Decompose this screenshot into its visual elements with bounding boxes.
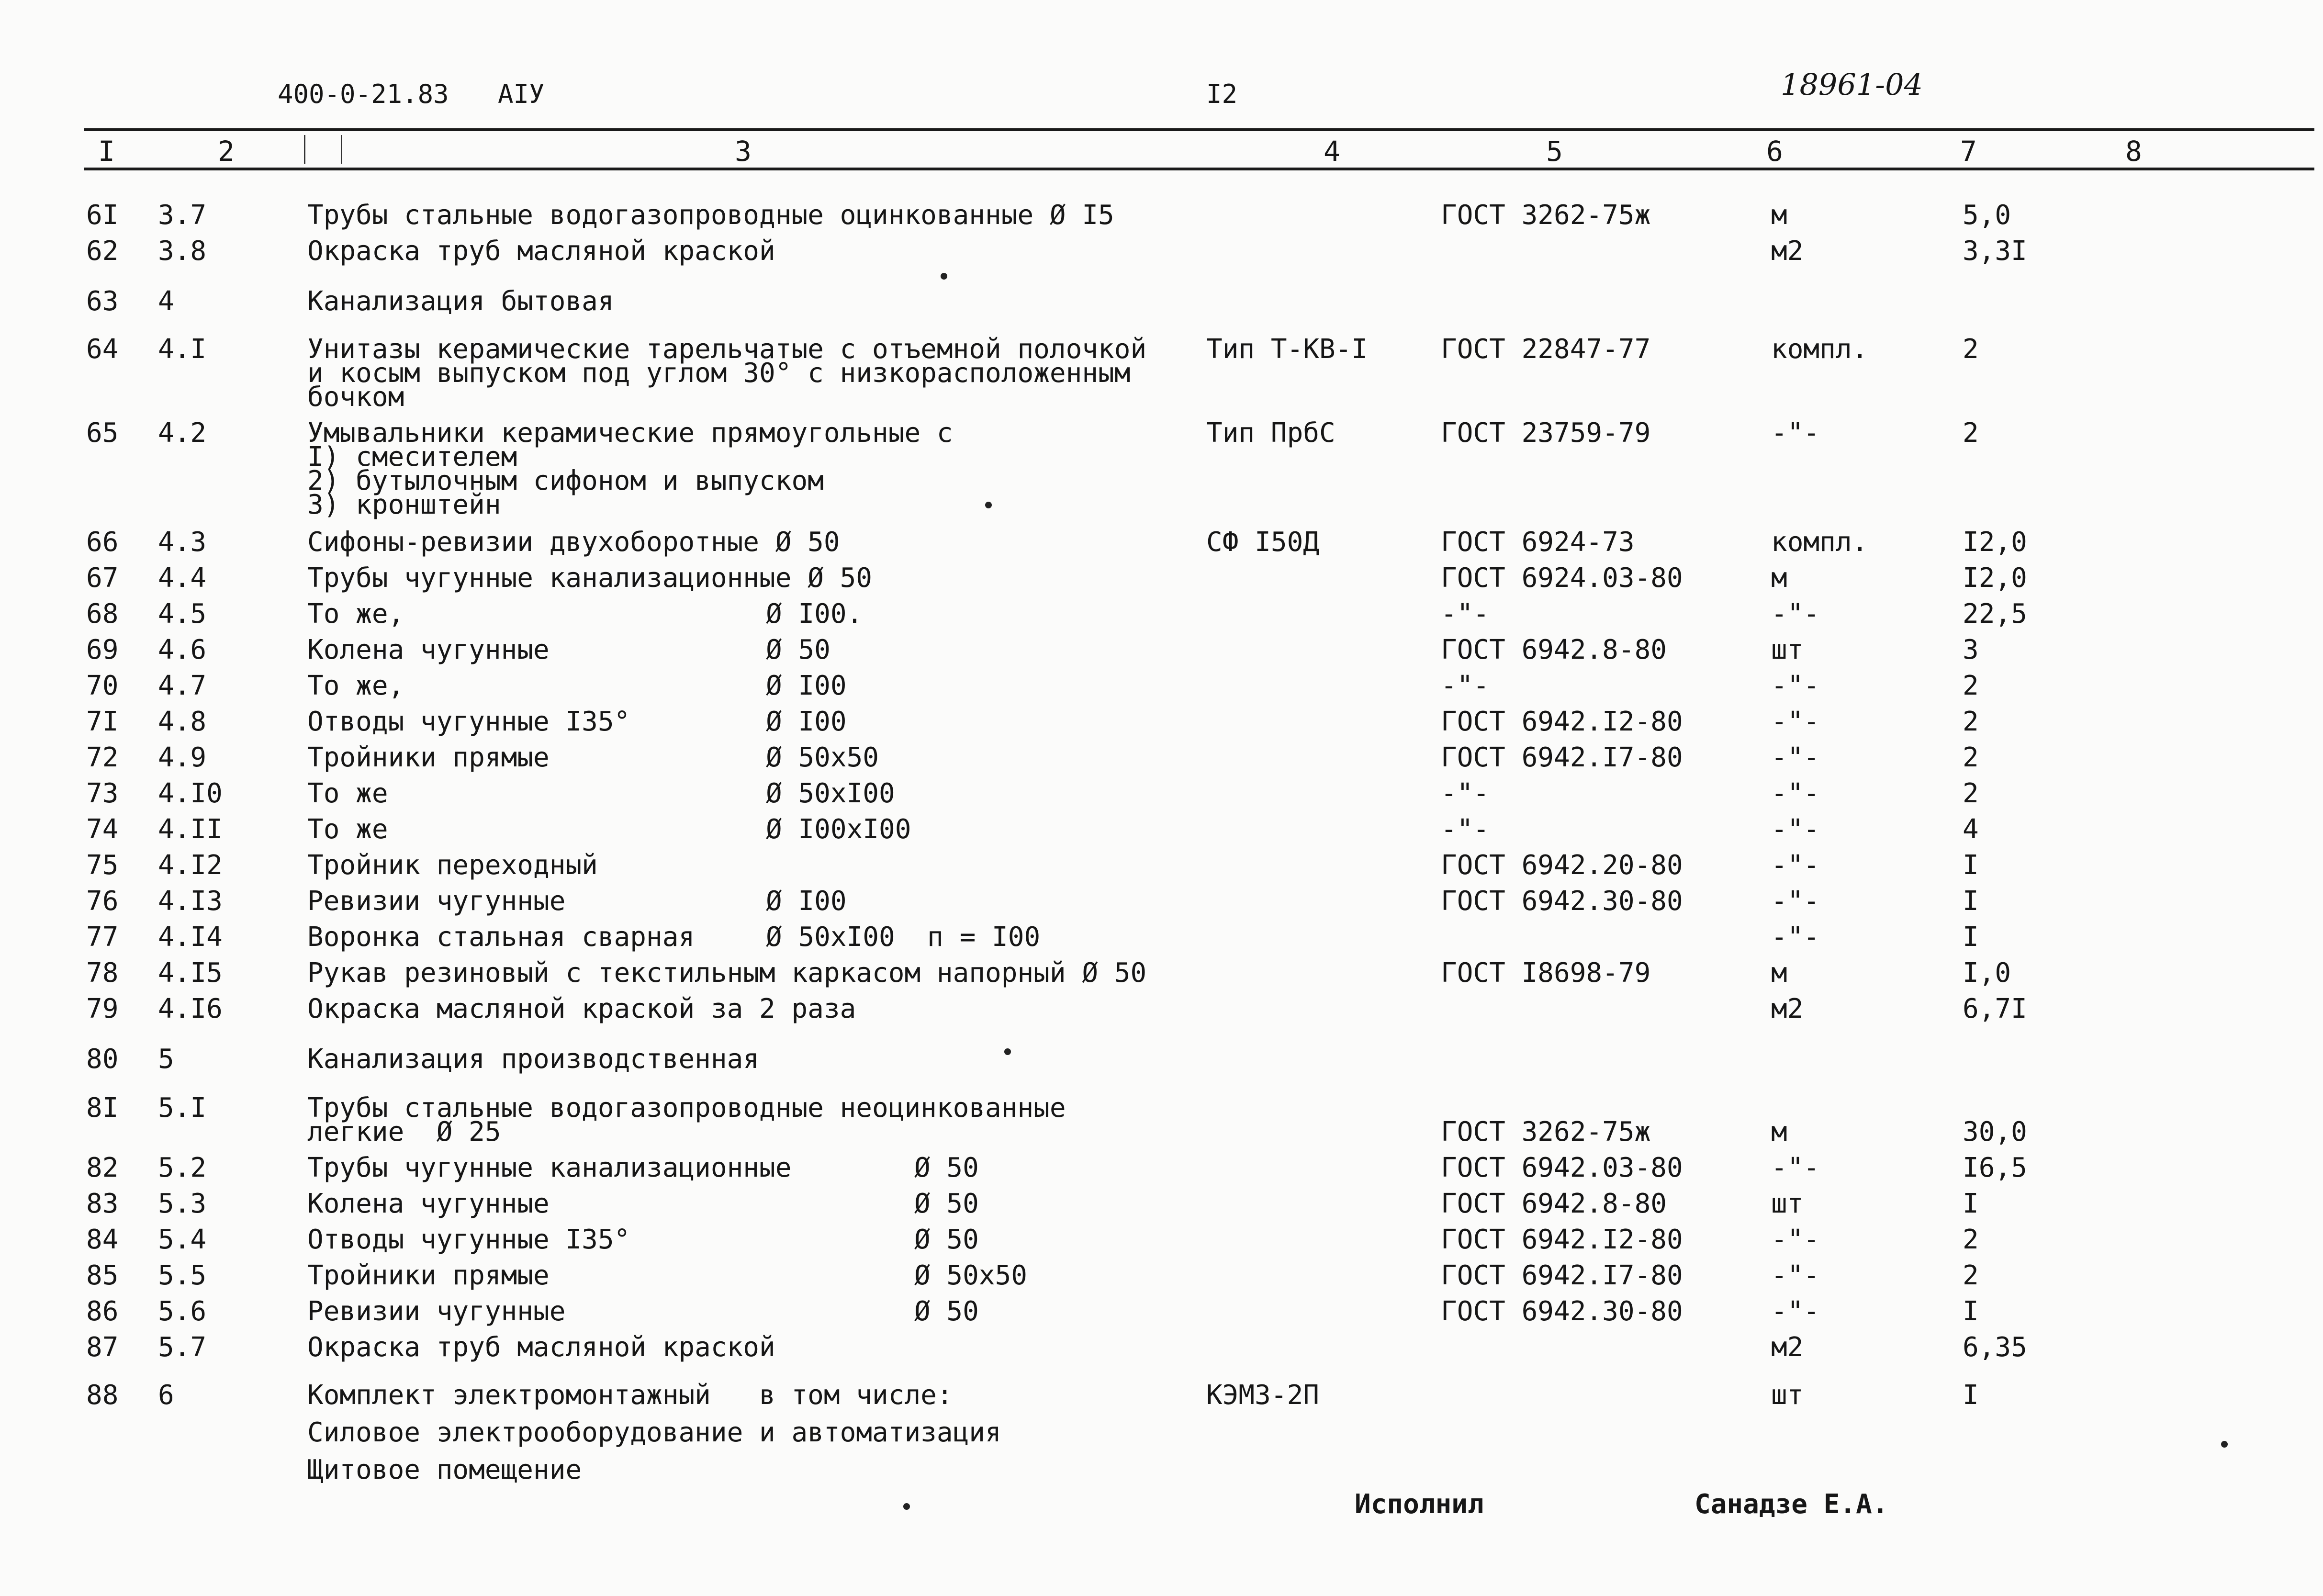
quantity: 2 xyxy=(1963,778,1979,809)
item-dimension: Ø I00. xyxy=(766,598,863,629)
row-number: 6I xyxy=(86,200,119,231)
column-header-8: 8 xyxy=(2125,135,2142,168)
row-number: 77 xyxy=(86,922,119,953)
row-number: 85 xyxy=(86,1260,119,1291)
standard: ГОСТ 23759-79 xyxy=(1441,417,1651,449)
standard: -"- xyxy=(1441,598,1490,629)
standard: ГОСТ I8698-79 xyxy=(1441,957,1651,989)
quantity: I xyxy=(1963,922,1979,953)
position-number: 4.II xyxy=(158,814,223,845)
position-number: 4.7 xyxy=(158,670,207,701)
unit: -"- xyxy=(1771,850,1820,881)
scan-speck xyxy=(985,502,992,508)
scan-speck xyxy=(903,1503,910,1510)
item-name: Отводы чугунные I35° xyxy=(307,1224,630,1255)
item-name: Воронка стальная сварная xyxy=(307,922,695,953)
quantity: 2 xyxy=(1963,417,1979,449)
column-header-4: 4 xyxy=(1324,135,1340,168)
unit: -"- xyxy=(1771,1260,1820,1291)
standard: ГОСТ 6942.03-80 xyxy=(1441,1152,1683,1183)
standard: ГОСТ 6942.I2-80 xyxy=(1441,1224,1683,1255)
quantity: 6,7I xyxy=(1963,993,2027,1024)
item-name: Трубы стальные водогазопроводные неоцинкованные легкие Ø 25 xyxy=(307,1092,1066,1147)
item-dimension: Ø 50 xyxy=(766,634,830,665)
position-number: 3.8 xyxy=(158,236,207,267)
unit: шт xyxy=(1771,1188,1804,1219)
item-type: КЭМЗ-2П xyxy=(1206,1380,1320,1411)
item-name: То же xyxy=(307,778,388,809)
page-number: I2 xyxy=(1206,79,1238,109)
row-number: 76 xyxy=(86,886,119,917)
position-number: 5.5 xyxy=(158,1260,207,1291)
scan-speck xyxy=(1004,1048,1011,1055)
row-number: 84 xyxy=(86,1224,119,1255)
standard: ГОСТ 6942.I7-80 xyxy=(1441,1260,1683,1291)
quantity: 2 xyxy=(1963,706,1979,737)
row-number: 86 xyxy=(86,1296,119,1327)
position-number: 4.I3 xyxy=(158,886,223,917)
quantity: 6,35 xyxy=(1963,1332,2027,1363)
item-name: Колена чугунные xyxy=(307,1188,550,1219)
quantity: 2 xyxy=(1963,1224,1979,1255)
standard: ГОСТ 6924-73 xyxy=(1441,527,1635,558)
unit: м2 xyxy=(1771,1332,1804,1363)
item-dimension: Ø I00 xyxy=(766,670,847,701)
unit: компл. xyxy=(1771,334,1868,365)
unit: м xyxy=(1771,957,1787,989)
unit: м2 xyxy=(1771,993,1804,1024)
item-name: Отводы чугунные I35° xyxy=(307,706,630,737)
item-name: Унитазы керамические тарельчатые с отъемной полочкой и косым выпуском под углом 30° с низкорасположенным бочком xyxy=(307,334,1147,413)
row-number: 87 xyxy=(86,1332,119,1363)
position-number: 4.3 xyxy=(158,527,207,558)
row-number: 73 xyxy=(86,778,119,809)
position-number: 5.4 xyxy=(158,1224,207,1255)
position-number: 4.8 xyxy=(158,706,207,737)
scan-speck xyxy=(941,273,947,280)
quantity: 5,0 xyxy=(1963,200,2011,231)
row-number: 74 xyxy=(86,814,119,845)
column-header-1: I xyxy=(98,135,115,168)
quantity: 2 xyxy=(1963,670,1979,701)
item-dimension: Ø 50 xyxy=(914,1224,979,1255)
unit: м xyxy=(1771,562,1787,594)
unit: -"- xyxy=(1771,706,1820,737)
quantity: 3 xyxy=(1963,634,1979,665)
handwritten-registration-number: 18961-04 xyxy=(1781,67,1923,102)
executor-label: Исполнил xyxy=(1355,1489,1484,1520)
item-dimension: Ø 50хI00 xyxy=(766,778,895,809)
position-number: 4 xyxy=(158,286,174,317)
item-dimension: Ø 50хI00 п = I00 xyxy=(766,922,1041,953)
standard: ГОСТ 6942.30-80 xyxy=(1441,1296,1683,1327)
unit: м2 xyxy=(1771,236,1804,267)
standard: ГОСТ 3262-75ж xyxy=(1441,1116,1651,1147)
row-number: 62 xyxy=(86,236,119,267)
item-name: Комплект электромонтажный в том числе: xyxy=(307,1380,953,1411)
executor-name: Санадзе Е.А. xyxy=(1695,1489,1888,1520)
unit: шт xyxy=(1771,1380,1804,1411)
quantity: I6,5 xyxy=(1963,1152,2027,1183)
position-number: 5.6 xyxy=(158,1296,207,1327)
row-number: 65 xyxy=(86,417,119,449)
standard: ГОСТ 22847-77 xyxy=(1441,334,1651,365)
quantity: 2 xyxy=(1963,742,1979,773)
position-number: 6 xyxy=(158,1380,174,1411)
quantity: I,0 xyxy=(1963,957,2011,989)
quantity: I xyxy=(1963,850,1979,881)
item-dimension: Ø I00 xyxy=(766,886,847,917)
standard: -"- xyxy=(1441,814,1490,845)
quantity: I xyxy=(1963,1296,1979,1327)
item-name: Колена чугунные xyxy=(307,634,550,665)
row-number: 64 xyxy=(86,334,119,365)
row-number: 80 xyxy=(86,1044,119,1075)
unit: -"- xyxy=(1771,922,1820,953)
position-number: 4.I4 xyxy=(158,922,223,953)
quantity: 3,3I xyxy=(1963,236,2027,267)
position-number: 5.I xyxy=(158,1092,207,1124)
row-number: 67 xyxy=(86,562,119,594)
item-dimension: Ø I00хI00 xyxy=(766,814,911,845)
item-name: Рукав резиновый с текстильным каркасом напорный Ø 50 xyxy=(307,957,1147,989)
position-number: 4.I xyxy=(158,334,207,365)
quantity: I2,0 xyxy=(1963,527,2027,558)
standard: ГОСТ 6942.I7-80 xyxy=(1441,742,1683,773)
section-heading: Канализация производственная xyxy=(307,1044,760,1075)
unit: -"- xyxy=(1771,417,1820,449)
album-code: АIУ xyxy=(498,79,545,109)
item-dimension: Ø 50 xyxy=(914,1152,979,1183)
quantity: 22,5 xyxy=(1963,598,2027,629)
item-type: Тип ПрбС xyxy=(1206,417,1335,449)
unit: -"- xyxy=(1771,670,1820,701)
column-header-3: 3 xyxy=(735,135,752,168)
unit: -"- xyxy=(1771,598,1820,629)
row-number: 69 xyxy=(86,634,119,665)
row-number: 8I xyxy=(86,1092,119,1124)
row-number: 88 xyxy=(86,1380,119,1411)
position-number: 4.2 xyxy=(158,417,207,449)
item-name: Ревизии чугунные xyxy=(307,886,566,917)
item-name: Окраска масляной краской за 2 раза xyxy=(307,993,856,1024)
item-name: Тройники прямые xyxy=(307,1260,550,1291)
unit: -"- xyxy=(1771,1296,1820,1327)
item-name: Умывальники керамические прямоугольные с I) смесителем 2) бутылочным сифоном и выпуском 3) кронштейн xyxy=(307,417,953,520)
column-header-6: 6 xyxy=(1766,135,1783,168)
quantity: 4 xyxy=(1963,814,1979,845)
unit: м xyxy=(1771,1116,1787,1147)
row-number: 68 xyxy=(86,598,119,629)
standard: ГОСТ 6942.30-80 xyxy=(1441,886,1683,917)
position-number: 4.I5 xyxy=(158,957,223,989)
standard: ГОСТ 3262-75ж xyxy=(1441,200,1651,231)
row-number: 83 xyxy=(86,1188,119,1219)
item-type: Тип Т-КВ-I xyxy=(1206,334,1368,365)
item-name: Трубы чугунные канализационные xyxy=(307,1152,792,1183)
row-number: 72 xyxy=(86,742,119,773)
item-name: Сифоны-ревизии двухоборотные Ø 50 xyxy=(307,527,840,558)
item-name: То же xyxy=(307,814,388,845)
row-number: 70 xyxy=(86,670,119,701)
row-number: 75 xyxy=(86,850,119,881)
item-name: Трубы стальные водогазопроводные оцинкованные Ø I5 xyxy=(307,200,1114,231)
position-number: 3.7 xyxy=(158,200,207,231)
document-code: 400-0-21.83 xyxy=(278,79,449,109)
quantity: 2 xyxy=(1963,1260,1979,1291)
item-name: То же, xyxy=(307,598,404,629)
position-number: 4.6 xyxy=(158,634,207,665)
quantity: I2,0 xyxy=(1963,562,2027,594)
item-dimension: Ø 50 xyxy=(914,1296,979,1327)
unit: м xyxy=(1771,200,1787,231)
item-type: СФ I50Д xyxy=(1206,527,1320,558)
position-number: 5.7 xyxy=(158,1332,207,1363)
standard: ГОСТ 6942.8-80 xyxy=(1441,1188,1667,1219)
unit: -"- xyxy=(1771,742,1820,773)
standard: ГОСТ 6942.20-80 xyxy=(1441,850,1683,881)
quantity: 30,0 xyxy=(1963,1116,2027,1147)
standard: ГОСТ 6924.03-80 xyxy=(1441,562,1683,594)
row-number: 79 xyxy=(86,993,119,1024)
quantity: I xyxy=(1963,1188,1979,1219)
position-number: 4.9 xyxy=(158,742,207,773)
item-name: Силовое электрооборудование и автоматизация xyxy=(307,1417,1001,1448)
item-name: Щитовое помещение xyxy=(307,1454,582,1485)
item-dimension: Ø 50х50 xyxy=(914,1260,1028,1291)
row-number: 7I xyxy=(86,706,119,737)
column-header-2: 2 xyxy=(218,135,235,168)
position-number: 5.2 xyxy=(158,1152,207,1183)
item-name: Тройники прямые xyxy=(307,742,550,773)
unit: шт xyxy=(1771,634,1804,665)
standard: -"- xyxy=(1441,670,1490,701)
unit: -"- xyxy=(1771,886,1820,917)
column-header-7: 7 xyxy=(1960,135,1977,168)
column-header-5: 5 xyxy=(1546,135,1563,168)
row-number: 63 xyxy=(86,286,119,317)
quantity: I xyxy=(1963,886,1979,917)
item-dimension: Ø 50 xyxy=(914,1188,979,1219)
item-name: То же, xyxy=(307,670,404,701)
section-heading: Канализация бытовая xyxy=(307,286,614,317)
position-number: 4.4 xyxy=(158,562,207,594)
item-dimension: Ø I00 xyxy=(766,706,847,737)
unit: -"- xyxy=(1771,1152,1820,1183)
position-number: 4.I6 xyxy=(158,993,223,1024)
row-number: 66 xyxy=(86,527,119,558)
position-number: 5 xyxy=(158,1044,174,1075)
standard: ГОСТ 6942.8-80 xyxy=(1441,634,1667,665)
position-number: 5.3 xyxy=(158,1188,207,1219)
standard: ГОСТ 6942.I2-80 xyxy=(1441,706,1683,737)
position-number: 4.I0 xyxy=(158,778,223,809)
position-number: 4.I2 xyxy=(158,850,223,881)
standard: -"- xyxy=(1441,778,1490,809)
unit: -"- xyxy=(1771,778,1820,809)
quantity: 2 xyxy=(1963,334,1979,365)
scan-speck xyxy=(2221,1441,2228,1448)
position-number: 4.5 xyxy=(158,598,207,629)
item-name: Ревизии чугунные xyxy=(307,1296,566,1327)
unit: -"- xyxy=(1771,1224,1820,1255)
item-name: Трубы чугунные канализационные Ø 50 xyxy=(307,562,873,594)
item-name: Окраска труб масляной краской xyxy=(307,236,775,267)
item-name: Тройник переходный xyxy=(307,850,598,881)
quantity: I xyxy=(1963,1380,1979,1411)
item-dimension: Ø 50х50 xyxy=(766,742,879,773)
item-name: Окраска труб масляной краской xyxy=(307,1332,775,1363)
unit: -"- xyxy=(1771,814,1820,845)
unit: компл. xyxy=(1771,527,1868,558)
row-number: 82 xyxy=(86,1152,119,1183)
row-number: 78 xyxy=(86,957,119,989)
